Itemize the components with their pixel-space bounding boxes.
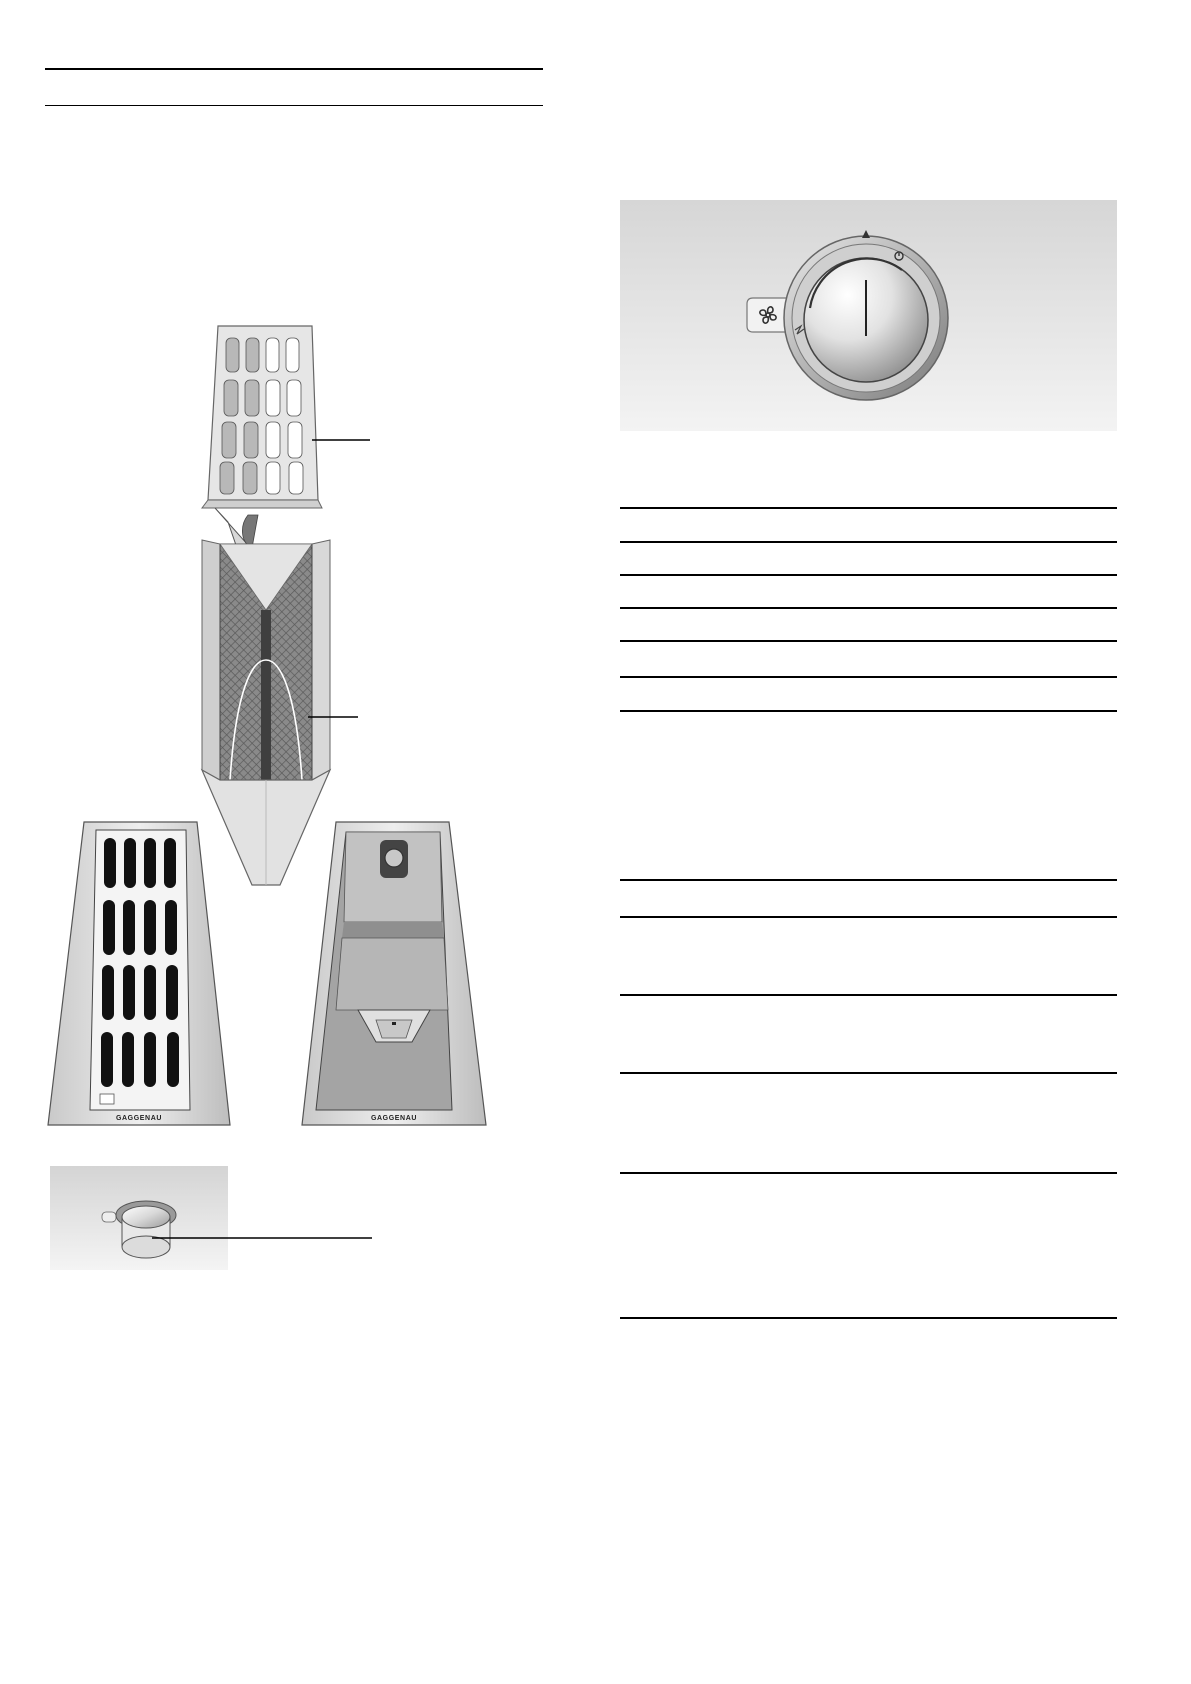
- table-rule-1: [620, 507, 1117, 509]
- table-rule-3: [620, 574, 1117, 576]
- table-rule-6: [620, 676, 1117, 678]
- table-rule-5: [620, 640, 1117, 642]
- table-rule-4: [620, 607, 1117, 609]
- header-rule-top: [45, 68, 543, 70]
- table-rule-13: [620, 1317, 1117, 1319]
- brand-label-grille: GAGGENAU: [115, 1115, 163, 1122]
- table-rule-9: [620, 916, 1117, 918]
- table-rule-8: [620, 879, 1117, 881]
- appliance-open-icon: [302, 822, 486, 1125]
- table-rule-10: [620, 994, 1117, 996]
- control-panel-illustration: [620, 200, 1117, 431]
- table-rule-12: [620, 1172, 1117, 1174]
- grease-filter-icon: [202, 540, 330, 885]
- table-rule-7: [620, 710, 1117, 712]
- grille-cover-icon: [202, 326, 322, 580]
- table-rule-2: [620, 541, 1117, 543]
- appliance-grille-icon: [48, 822, 230, 1125]
- control-knob-icon: [50, 1166, 228, 1270]
- header-rule-bottom: [45, 105, 543, 106]
- brand-label-open: GAGGENAU: [370, 1115, 418, 1122]
- table-rule-11: [620, 1072, 1117, 1074]
- appliance-illustration: [40, 310, 510, 1290]
